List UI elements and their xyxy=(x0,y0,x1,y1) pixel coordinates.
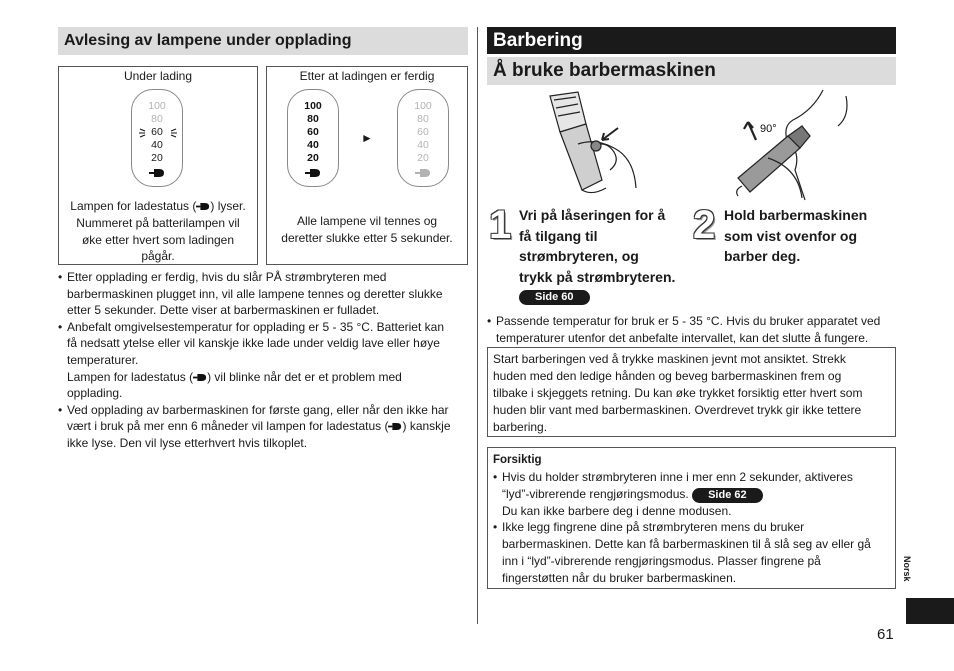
charging-caption: Under lading xyxy=(123,69,193,83)
charging-text: Lampen for ladestatus ( ) lyser. Nummeret på batterilampen vil øke etter hvert som ladingen pågår. xyxy=(70,199,246,264)
shaving-info-box: Start barberingen ved å trykke maskinen jevnt mot ansiktet. Strekk huden med den ledige hånden og beveg barbermaskinen frem og tilbake i skjeggets retning. Du kan øke trykket forsiktig etter hvert som huden blir vant med barbermaskinen. Overdrevet trykk gir ikke tettere barbering. xyxy=(487,347,896,437)
left-heading: Avlesing av lampene under opplading xyxy=(58,27,468,55)
step-1-text: Vri på låseringen for å få tilgang til strømbryteren, og trykk på strømbryteren. xyxy=(519,207,676,285)
plug-icon xyxy=(149,168,165,178)
charging-box xyxy=(58,66,258,265)
plug-icon xyxy=(415,168,431,178)
section-title: Barbering xyxy=(487,27,896,54)
plug-icon xyxy=(305,168,321,178)
plug-icon xyxy=(193,373,207,382)
caution-box xyxy=(487,447,896,589)
side-60-link[interactable]: Side 60 xyxy=(519,290,590,305)
level-20: 20 xyxy=(151,152,163,164)
lit-level: 20 xyxy=(307,152,319,164)
caution-title: Forsiktig xyxy=(493,454,542,466)
language-label: Norsk xyxy=(902,556,912,582)
off-level: 40 xyxy=(417,139,429,151)
column-divider xyxy=(477,27,478,624)
level-100: 100 xyxy=(148,100,166,112)
page-subtitle: Å bruke barbermaskinen xyxy=(487,57,896,85)
lit-level: 100 xyxy=(304,100,322,112)
list-item: • Etter opplading er ferdig, hvis du slår PÅ strømbryteren med barbermaskinen plugget inn, vil alle lampene tennes og deretter slukke etter 5 sekunder. Dette viser at barbermaskinen er fulladet. xyxy=(58,269,470,319)
lit-level: 40 xyxy=(307,139,319,151)
step-2-number: 2 xyxy=(693,203,716,247)
list-item: • Anbefalt omgivelsestemperatur for opplading er 5 - 35 °C. Batteriet kan få nedsatt ytelse eller vil kanskje ikke lade under veldig lave eller høye temperaturer. Lampen for ladestatus ( ) vil blinke når det er et problem med opplading. xyxy=(58,319,470,402)
shaver-illustration xyxy=(530,88,640,200)
plug-icon xyxy=(196,202,210,211)
charged-text: Alle lampene vil tennes og deretter slukke etter 5 sekunder. xyxy=(281,214,453,245)
side-62-link[interactable]: Side 62 xyxy=(692,488,763,503)
lit-level: 80 xyxy=(307,113,319,125)
step-2-text: Hold barbermaskinen som vist ovenfor og barber deg. xyxy=(724,207,868,264)
off-level: 20 xyxy=(417,152,429,164)
step-1-number: 1 xyxy=(489,203,512,247)
charged-caption: Etter at ladingen er ferdig xyxy=(299,69,435,83)
off-level: 60 xyxy=(417,126,429,138)
off-level: 80 xyxy=(417,113,429,125)
left-notes xyxy=(58,269,470,452)
shaving-illustration xyxy=(728,88,858,203)
temperature-note xyxy=(487,313,899,346)
page-number: 61 xyxy=(877,626,894,643)
level-60-blinking: 60 xyxy=(151,126,163,138)
lamp-panel-lit xyxy=(287,89,339,187)
list-item: • Ikke legg fingrene dine på strømbryteren mens du bruker barbermaskinen. Dette kan få barbermaskinen til å slå seg av eller gå inn i “lyd”-vibrerende rengjøringsmodus. Plasser fingrene på fingerstøtten når du bruker barbermaskinen. xyxy=(493,519,890,586)
charged-box xyxy=(266,66,468,265)
level-40: 40 xyxy=(151,139,163,151)
caution-list xyxy=(493,469,890,587)
lit-level: 60 xyxy=(307,126,319,138)
language-tab xyxy=(906,598,954,624)
level-80: 80 xyxy=(151,113,163,125)
lamp-panel-off xyxy=(397,89,449,187)
angle-label: 90° xyxy=(760,123,777,135)
lamp-panel-icon xyxy=(131,89,183,187)
list-item: • Hvis du holder strømbryteren inne i mer enn 2 sekunder, aktiveres “lyd”-vibrerende rengjøringsmodus. Side 62 Du kan ikke barbere deg i denne modusen. xyxy=(493,469,890,520)
blink-icon xyxy=(138,126,178,140)
list-item: • Passende temperatur for bruk er 5 - 35 °C. Hvis du bruker apparatet ved temperaturer utenfor det anbefalte intervallet, kan det slutte å fungere. xyxy=(487,313,899,346)
list-item: • Ved opplading av barbermaskinen for første gang, eller når den ikke har vært i bruk på mer enn 6 måneder vil lampen for ladestatus ( ) kanskje ikke lyse. Den vil lyse etterhvert hvis tilkoplet. xyxy=(58,402,470,452)
off-level: 100 xyxy=(414,100,432,112)
arrow-icon: ► xyxy=(361,131,373,145)
plug-icon xyxy=(388,422,402,431)
